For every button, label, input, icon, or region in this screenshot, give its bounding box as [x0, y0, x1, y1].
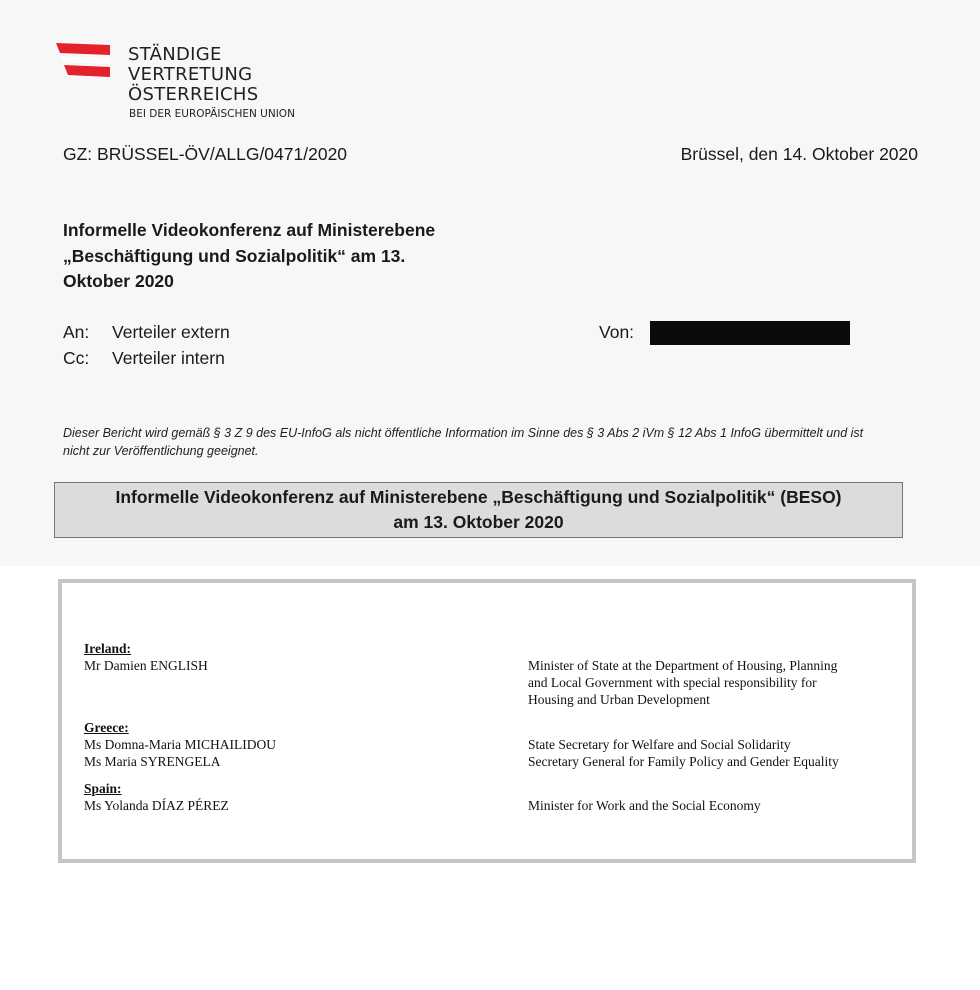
participant-name: Ms Maria SYRENGELA: [84, 754, 221, 769]
participant-role: Secretary General for Family Policy and Gender Equality: [528, 754, 839, 769]
country-greece: Greece:: [84, 720, 129, 735]
participant-role: State Secretary for Welfare and Social Solidarity: [528, 737, 791, 752]
title-line-2: „Beschäftigung und Sozialpolitik“ am 13.: [63, 245, 406, 266]
title-line-3: Oktober 2020: [63, 271, 174, 291]
logo-subline: BEI DER EUROPÄISCHEN UNION: [129, 108, 295, 120]
country-spain: Spain:: [84, 781, 122, 796]
participant-name: Mr Damien ENGLISH: [84, 658, 208, 673]
reference-number: GZ: BRÜSSEL-ÖV/ALLG/0471/2020: [63, 144, 348, 164]
banner-line-1: Informelle Videokonferenz auf Ministerebene „Beschäftigung und Sozialpolitik“ (BESO): [115, 487, 842, 507]
participants-excerpt: [58, 579, 916, 863]
logo-line-2: VERTRETUNG: [128, 64, 253, 85]
document-title: [63, 218, 503, 295]
logo-line-1: STÄNDIGE: [128, 44, 222, 65]
country-ireland: Ireland:: [84, 641, 132, 656]
participant-role-cont: and Local Government with special responsibility for: [528, 675, 817, 690]
redacted-sender-bar: [650, 321, 850, 345]
section-banner: [54, 482, 903, 538]
participant-name: Ms Domna-Maria MICHAILIDOU: [84, 737, 276, 752]
title-line-1: Informelle Videokonferenz auf Ministerebene: [63, 220, 436, 240]
participant-role-cont: Housing and Urban Development: [528, 692, 710, 707]
logo-line-3: ÖSTERREICHS: [128, 84, 259, 105]
disclaimer-text: Dieser Bericht wird gemäß § 3 Z 9 des EU-InfoG als nicht öffentliche Information im Sinne des § 3 Abs 2 iVm § 12 Abs 1 InfoG übermittelt und ist nicht zur Veröffentlichung geeignet.: [63, 426, 864, 458]
banner-line-2: am 13. Oktober 2020: [393, 512, 564, 532]
logo-wordmark: [128, 45, 259, 105]
to-label: An:: [63, 322, 90, 342]
cc-label: Cc:: [63, 348, 90, 368]
from-label: Von:: [599, 322, 635, 342]
austrian-flag-logo-icon: [56, 43, 112, 79]
participant-role: Minister of State at the Department of Housing, Planning: [528, 658, 838, 673]
participant-name: Ms Yolanda DÍAZ PÉREZ: [84, 798, 229, 813]
cc-value: Verteiler intern: [112, 348, 225, 368]
to-value: Verteiler extern: [112, 322, 230, 342]
participant-role: Minister for Work and the Social Economy: [528, 798, 761, 813]
place-date: Brüssel, den 14. Oktober 2020: [680, 144, 918, 164]
